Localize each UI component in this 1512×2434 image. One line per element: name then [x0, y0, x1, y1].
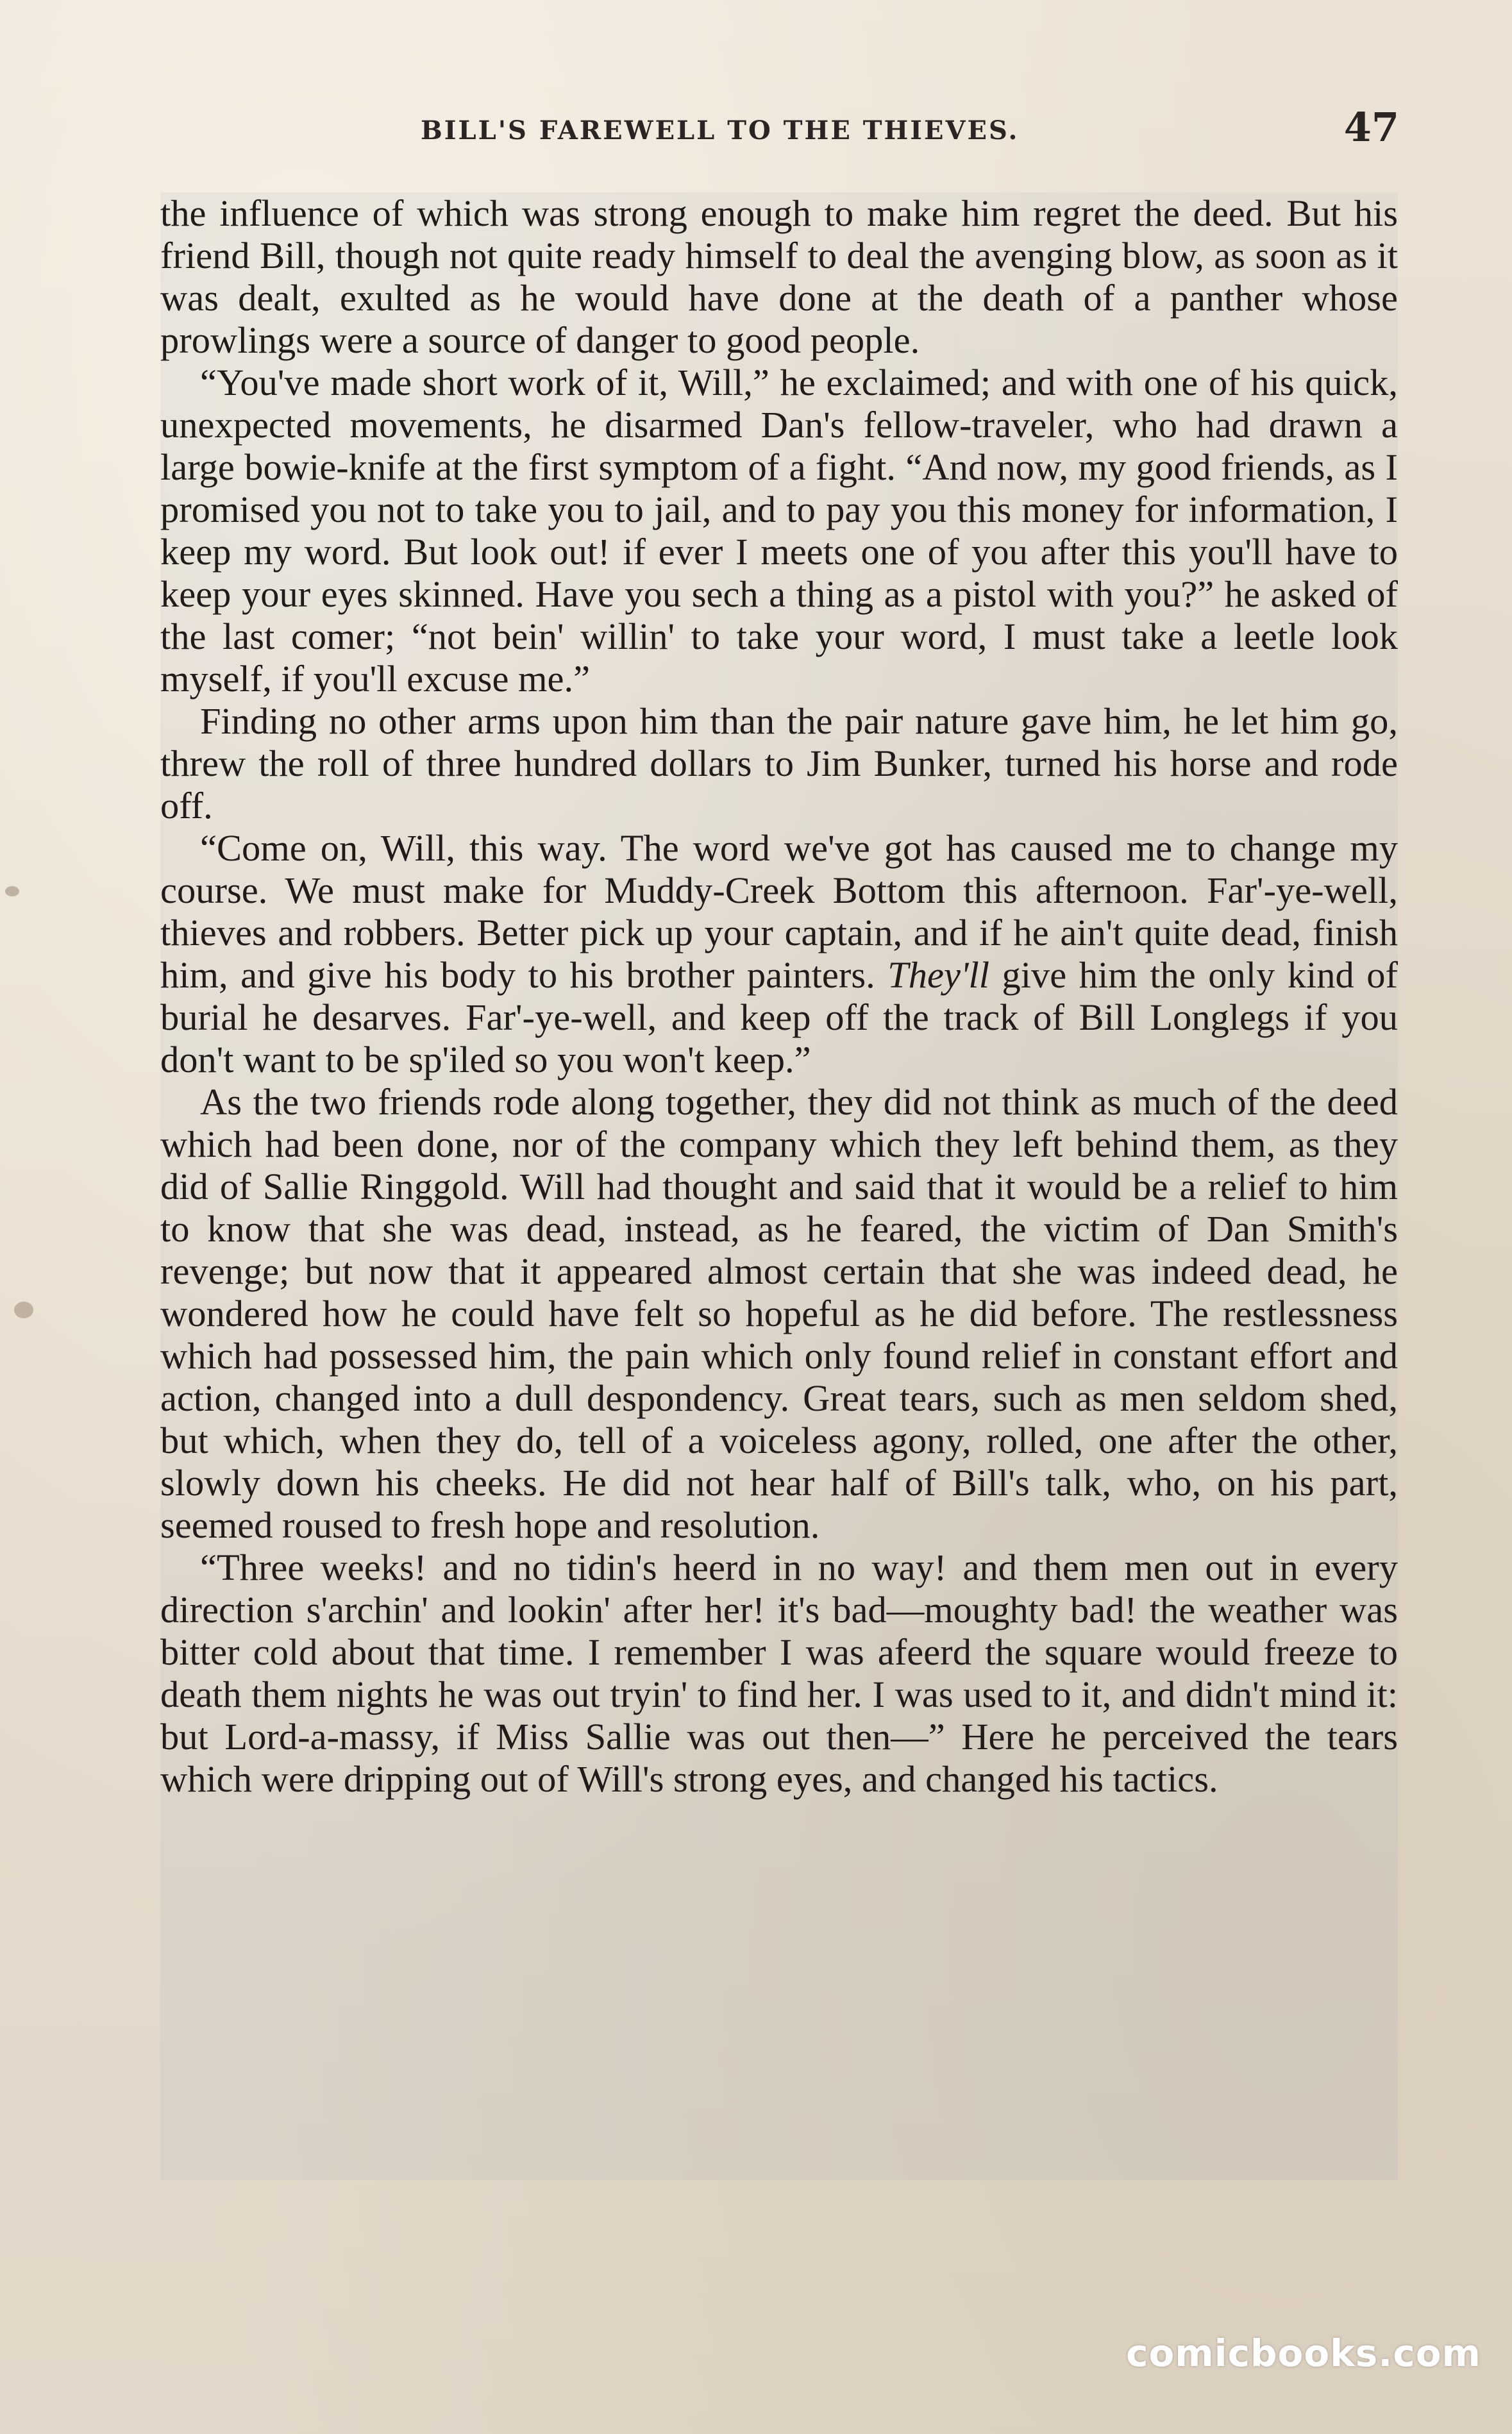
paragraph-4-part-2: give him the only kind of burial he desarves. Far'-ye-well, and keep off the track of Bill Longlegs if you don't want to be sp'iled so you won't keep.”: [160, 954, 1398, 1080]
body-text: [160, 192, 1398, 2206]
watermark: comicbooks.com: [1126, 2331, 1481, 2375]
paragraph-4-italic: They'll: [887, 954, 989, 996]
page-header: [164, 96, 1399, 167]
page-number: 47: [1343, 104, 1399, 151]
paragraph-1: the influence of which was strong enough to make him regret the deed. But his friend Bill, though not quite ready himself to deal the avenging blow, as soon as it was dealt, exulted as he would have done at the death of a panther whose prowlings were a source of danger to good people.: [160, 192, 1398, 361]
paragraph-3: Finding no other arms upon him than the pair nature gave him, he let him go, threw the roll of three hundred dollars to Jim Bunker, turned his horse and rode off.: [160, 700, 1398, 827]
paragraph-5: As the two friends rode along together, they did not think as much of the deed which had been done, nor of the company which they left behind them, as they did of Sallie Ringgold. Will had thought and said that it would be a relief to him to know that she was dead, instead, as he feared, the victim of Dan Smith's revenge; but now that it appeared almost certain that she was indeed dead, he wondered how he could have felt so hopeful as he did before. The restlessness which had possessed him, the pain which only found relief in constant effort and action, changed into a dull despondency. Great tears, such as men seldom shed, but which, when they do, tell of a voiceless agony, rolled, one after the other, slowly down his cheeks. He did not hear half of Bill's talk, who, on his part, seemed roused to fresh hope and resolution.: [160, 1081, 1398, 1546]
paragraph-4: [160, 827, 1398, 1081]
paragraph-4-part-1: “Come on, Will, this way. The word we've got has caused me to change my course. We must make for Muddy-Creek Bottom this afternoon. Far'-ye-well, thieves and robbers. Better pick up your captain, and if he ain't quite dead, finish him, and give his body to his brother painters.: [160, 827, 1398, 996]
binding-hole-lower: [14, 1302, 33, 1318]
running-head: BILL'S FAREWELL TO THE THIEVES.: [421, 115, 1020, 146]
paragraph-2: “You've made short work of it, Will,” he exclaimed; and with one of his quick, unexpected movements, he disarmed Dan's fellow-traveler, who had drawn a large bowie-knife at the first symptom of a fight. “And now, my good friends, as I promised you not to take you to jail, and to pay you this money for information, I keep my word. But look out! if ever I meets one of you after this you'll have to keep your eyes skinned. Have you sech a thing as a pistol with you?” he asked of the last comer; “not bein' willin' to take your word, I must take a leetle look myself, if you'll excuse me.”: [160, 362, 1398, 700]
paragraph-6: “Three weeks! and no tidin's heerd in no way! and them men out in every direction s'archin' and lookin' after her! it's bad—moughty bad! the weather was bitter cold about that time. I remember I was afeerd the square would freeze to death them nights he was out tryin' to find her. I was used to it, and didn't mind it: but Lord-a-massy, if Miss Sallie was out then—” Here he perceived the tears which were dripping out of Will's strong eyes, and changed his tactics.: [160, 1547, 1398, 1800]
binding-hole-upper: [5, 886, 19, 896]
